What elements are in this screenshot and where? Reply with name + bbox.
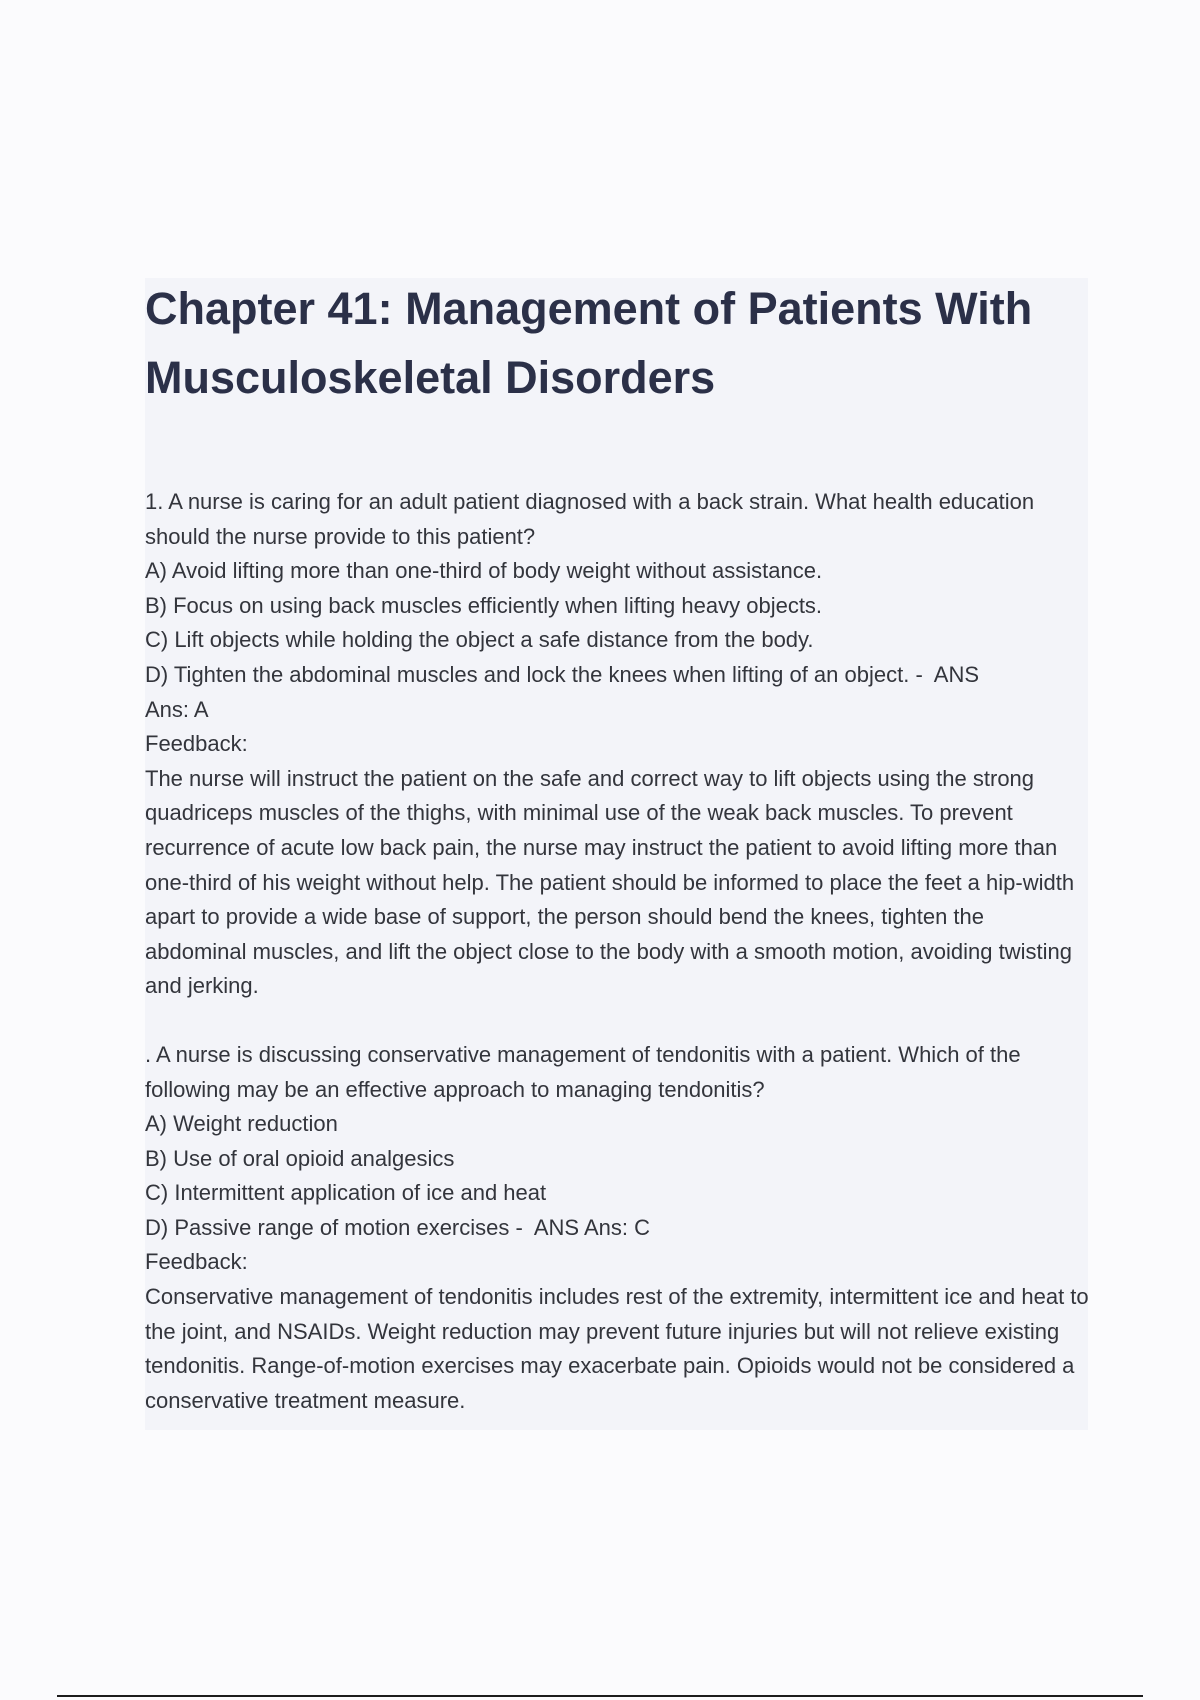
question-2-option-d: D) Passive range of motion exercises - ANS Ans: C <box>145 1214 650 1240</box>
question-2-option-c: C) Intermittent application of ice and heat <box>145 1180 547 1206</box>
question-1 <box>145 485 1090 1004</box>
question-2-stem: . A nurse is discussing conservative management of tendonitis with a patient. Which of the following may be an effective approach to managing tendonitis? <box>145 1041 1027 1102</box>
question-1-feedback-label: Feedback: <box>145 731 248 757</box>
question-1-option-d: D) Tighten the abdominal muscles and lock the knees when lifting of an object. - ANS <box>145 661 980 687</box>
question-1-feedback: The nurse will instruct the patient on the safe and correct way to lift objects using the strong quadriceps muscles of the thighs, with minimal use of the weak back muscles. To prevent recurrence of acute low back pain, the nurse may instruct the patient to avoid lifting more than one-third of his weight without help. The patient should be informed to place the feet a hip-width apart to provide a wide base of support, the person should bend the knees, tighten the abdominal muscles, and lift the object close to the body with a smooth motion, avoiding twisting and jerking. <box>145 765 1081 999</box>
page-title: Chapter 41: Management of Patients With Musculoskeletal Disorders <box>145 283 1033 403</box>
question-2-option-b: B) Use of oral opioid analgesics <box>145 1145 455 1171</box>
question-2 <box>145 1038 1095 1419</box>
question-2-feedback-label: Feedback: <box>145 1249 248 1275</box>
question-1-option-c: C) Lift objects while holding the object a safe distance from the body. <box>145 627 814 653</box>
question-1-answer: Ans: A <box>145 696 209 722</box>
question-2-option-a: A) Weight reduction <box>145 1111 338 1137</box>
question-1-stem: 1. A nurse is caring for an adult patient diagnosed with a back strain. What health education should the nurse provide to this patient? <box>145 489 1041 549</box>
question-1-option-b: B) Focus on using back muscles efficiently when lifting heavy objects. <box>145 592 823 618</box>
question-2-feedback: Conservative management of tendonitis includes rest of the extremity, intermittent ice and heat to the joint, and NSAIDs. Weight reduction may prevent future injuries but will not relieve existing tendonitis. Range-of-motion exercises may exacerbate pain. Opioids would not be considered a conservative treatment measure. <box>145 1284 1095 1413</box>
question-1-option-a: A) Avoid lifting more than one-third of body weight without assistance. <box>145 558 823 584</box>
question-list <box>145 485 1095 1418</box>
footer-divider <box>57 1695 1143 1697</box>
